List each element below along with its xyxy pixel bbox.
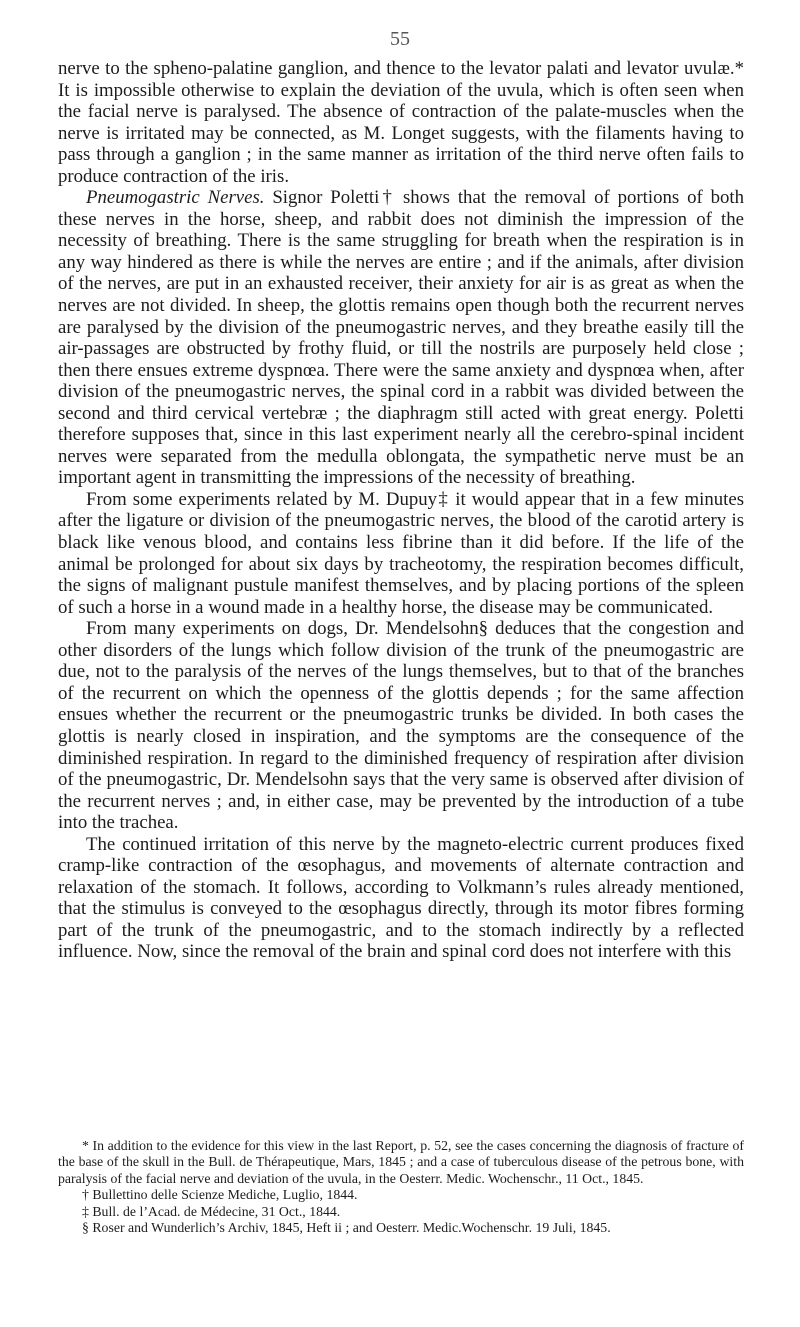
section-heading: Pneumogastric Nerves. — [86, 187, 265, 209]
paragraph: From many experiments on dogs, Dr. Mendelsohn§ deduces that the congestion and other disorders of the lungs which follow division of the trunk of the pneumogastric are due, not to the paralysis of the nerves of the lungs themselves, but to that of the branches of the recurrent on which the openness of the glottis depends ; for the same affection ensues whether the recurrent or the pneumogastric trunks be divided. In both cases the glottis is nearly closed in inspiration, and the symptoms are the consequence of the diminished respiration. In regard to the diminished frequency of respiration after division of the pneumogastric, Dr. Mendelsohn says that the very same is observed after division of the recurrent nerves ; and, in either case, may be prevented by the introduction of a tube into the trachea. — [58, 618, 744, 834]
page-number: 55 — [390, 28, 410, 50]
footnote: ‡ Bull. de l’Acad. de Médecine, 31 Oct., 1844. — [82, 1203, 341, 1219]
paragraph: From some experiments related by M. Dupuy‡ it would appear that in a few minutes after the ligature or division of the pneumogastric nerves, the blood of the carotid artery is black like venous blood, and contains less fibrine than it did before. If the life of the animal be prolonged for about six days by tracheotomy, the respiration becomes difficult, the signs of malignant pustule manifest themselves, and by placing portions of the spleen of such a horse in a wound made in a healthy horse, the disease may be communicated. — [58, 488, 744, 618]
paragraph-text: Signor Poletti† shows that the removal of portions of both these nerves in the horse, sheep, and rabbit does not diminish the impression of the necessity of breathing. There is the same struggling for breath when the respiration is in any way hindered as there is while the nerves are entire ; and if the animals, after division of the nerves, are put in an exhausted receiver, their anxiety for air is as great as when the nerves are not divided. In sheep, the glottis remains open though both the recurrent nerves are paralysed by the division of the pneumogastric nerves, and they breathe easily till the air-passages are obstructed by frothy fluid, or till the nostrils are purposely held close ; then there ensues extreme dyspnœa. There were the same anxiety and dyspnœa when, after division of the pneumogastric nerves, the spinal cord in a rabbit was divided between the second and third cervical vertebræ ; the diaphragm still acted with great energy. Poletti therefore supposes that, since in this last experiment nearly all the cerebro-spinal incident nerves were separated from the medulla oblongata, the sympathetic nerve must be an important agent in transmitting the impressions of the necessity of breathing. — [58, 187, 744, 489]
footnotes — [58, 1138, 744, 1236]
footnote: § Roser and Wunderlich’s Archiv, 1845, Heft ii ; and Oesterr. Medic.Wochenschr. 19 Juli, 1845. — [82, 1220, 611, 1236]
footnote: * In addition to the evidence for this view in the last Report, p. 52, see the cases concerning the diagnosis of fracture of the base of the skull in the Bull. de Thérapeutique, Mars, 1845 ; and a case of tuberculous disease of the petrous bone, with paralysis of the facial nerve and deviation of the uvula, in the Oesterr. Medic. Wochenschr., 11 Oct., 1845. — [58, 1138, 744, 1186]
paragraph — [58, 187, 744, 489]
paragraph: The continued irritation of this nerve by the magneto-electric current produces fixed cramp-like contraction of the œsophagus, and movements of alternate contraction and relaxation of the stomach. It follows, according to Volkmann’s rules already mentioned, that the stimulus is conveyed to the œsophagus directly, through its motor fibres forming part of the trunk of the pneumogastric, and to the stomach indirectly by a reflected influence. Now, since the removal of the brain and spinal cord does not interfere with this — [58, 833, 744, 963]
paragraph: nerve to the spheno-palatine ganglion, and thence to the levator palati and levator uvulæ.* It is impossible otherwise to explain the deviation of the uvula, which is often seen when the facial nerve is paralysed. The absence of contraction of the palate-muscles when the nerve is irritated may be connected, as M. Longet suggests, with the filaments having to pass through a ganglion ; in the same manner as irritation of the third nerve often fails to produce contraction of the iris. — [58, 58, 744, 187]
footnote: † Bullettino delle Scienze Mediche, Luglio, 1844. — [82, 1187, 358, 1203]
body-text — [58, 58, 744, 963]
